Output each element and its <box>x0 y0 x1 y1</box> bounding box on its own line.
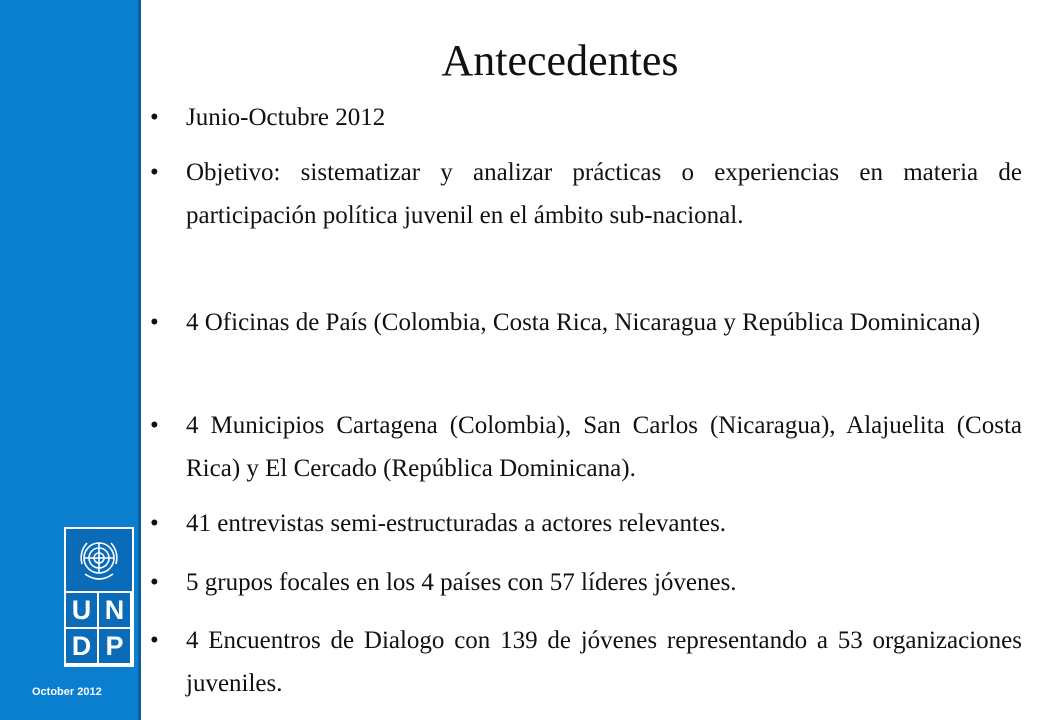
slide-date: October 2012 <box>32 686 102 698</box>
bullet-text: Junio-Octubre 2012 <box>186 104 386 131</box>
bullet-text: 4 Oficinas de País (Colombia, Costa Rica, Nicaragua y República Dominicana) <box>186 309 981 336</box>
bullet-icon: • <box>150 309 159 336</box>
list-item <box>150 151 1022 237</box>
list-item <box>150 404 1022 490</box>
bullet-icon: • <box>150 104 159 131</box>
bullet-text: 4 Municipios Cartagena (Colombia), San Carlos (Nicaragua), Alajuelita (Costa Rica) y El Cercado (República Dominicana). <box>186 412 1022 482</box>
bullet-text: Objetivo: sistematizar y analizar prácticas o experiencias en materia de participación política juvenil en el ámbito sub-nacional. <box>186 159 1022 229</box>
logo-letter-d: D <box>66 629 97 663</box>
bullet-icon: • <box>150 510 159 537</box>
un-emblem-icon <box>66 529 132 591</box>
list-item <box>150 619 1022 705</box>
sidebar-divider <box>138 0 141 720</box>
bullet-icon: • <box>150 412 159 439</box>
logo-letter-n: N <box>99 593 130 627</box>
slide-title: Antecedentes <box>441 36 679 85</box>
list-item <box>150 301 1022 344</box>
undp-logo <box>64 527 134 667</box>
list-item <box>150 561 1022 604</box>
bullet-icon: • <box>150 569 159 596</box>
list-item <box>150 96 1022 139</box>
bullet-text: 41 entrevistas semi-estructuradas a actores relevantes. <box>186 510 727 537</box>
bullet-text: 5 grupos focales en los 4 países con 57 líderes jóvenes. <box>186 569 737 596</box>
logo-letter-p: P <box>99 629 130 663</box>
bullet-text: 4 Encuentros de Dialogo con 139 de jóvenes representando a 53 organizaciones juveniles. <box>186 627 1022 697</box>
bullet-icon: • <box>150 627 159 654</box>
bullet-icon: • <box>150 159 159 186</box>
logo-letter-u: U <box>66 593 97 627</box>
list-item <box>150 502 1022 545</box>
